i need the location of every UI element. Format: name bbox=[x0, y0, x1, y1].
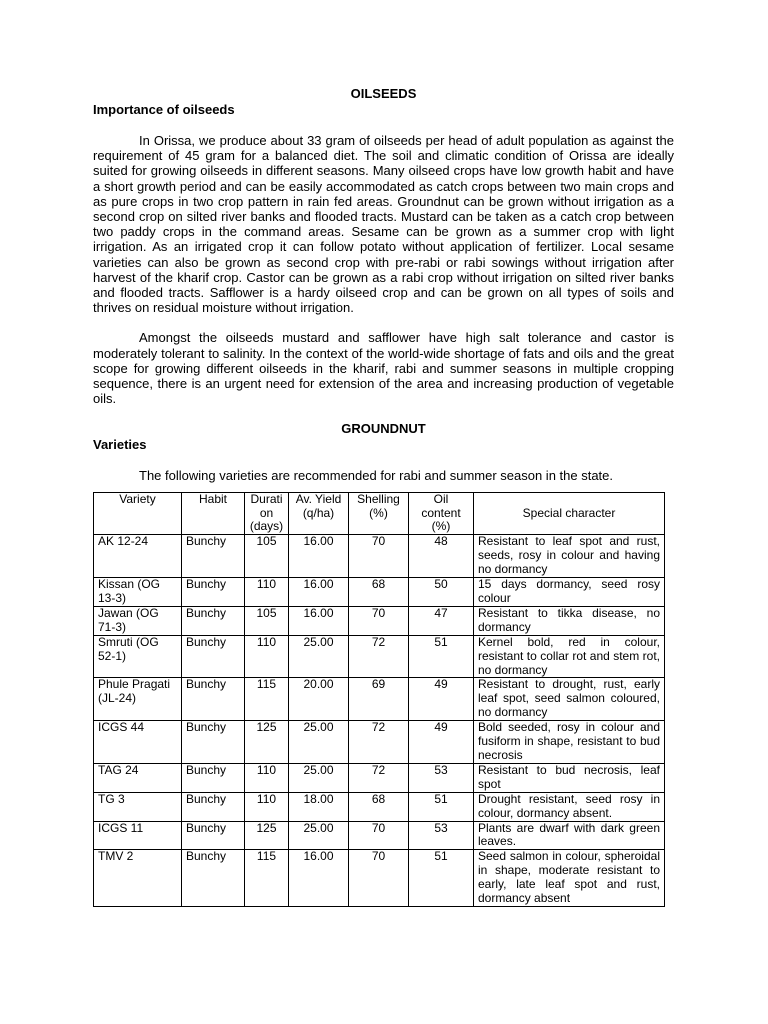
cell-habit: Bunchy bbox=[182, 850, 245, 907]
table-row bbox=[94, 606, 665, 635]
cell-yield: 25.00 bbox=[289, 821, 349, 850]
cell-habit: Bunchy bbox=[182, 535, 245, 578]
cell-yield: 16.00 bbox=[289, 850, 349, 907]
cell-shelling: 70 bbox=[349, 606, 409, 635]
cell-shelling: 68 bbox=[349, 578, 409, 607]
cell-duration: 110 bbox=[245, 578, 289, 607]
cell-yield: 16.00 bbox=[289, 535, 349, 578]
cell-special-character: Resistant to bud necrosis, leaf spot bbox=[474, 763, 665, 792]
cell-oil-content: 49 bbox=[409, 721, 474, 764]
cell-duration: 110 bbox=[245, 763, 289, 792]
table-row bbox=[94, 763, 665, 792]
cell-duration: 110 bbox=[245, 635, 289, 678]
cell-variety: ICGS 44 bbox=[94, 721, 182, 764]
table-row bbox=[94, 535, 665, 578]
cell-variety: TG 3 bbox=[94, 792, 182, 821]
cell-oil-content: 53 bbox=[409, 821, 474, 850]
cell-variety: Kissan (OG 13-3) bbox=[94, 578, 182, 607]
table-row bbox=[94, 821, 665, 850]
cell-shelling: 70 bbox=[349, 850, 409, 907]
cell-special-character: Kernel bold, red in colour, resistant to collar rot and stem rot, no dormancy bbox=[474, 635, 665, 678]
cell-variety: TAG 24 bbox=[94, 763, 182, 792]
table-row bbox=[94, 792, 665, 821]
cell-habit: Bunchy bbox=[182, 763, 245, 792]
varieties-heading: Varieties bbox=[93, 437, 147, 453]
cell-habit: Bunchy bbox=[182, 821, 245, 850]
varieties-table bbox=[93, 492, 665, 907]
cell-duration: 105 bbox=[245, 606, 289, 635]
table-row bbox=[94, 850, 665, 907]
cell-special-character: Plants are dwarf with dark green leaves. bbox=[474, 821, 665, 850]
cell-shelling: 72 bbox=[349, 763, 409, 792]
header-yield: Av. Yield (q/ha) bbox=[289, 492, 349, 535]
cell-oil-content: 49 bbox=[409, 678, 474, 721]
cell-shelling: 68 bbox=[349, 792, 409, 821]
cell-special-character: Resistant to tikka disease, no dormancy bbox=[474, 606, 665, 635]
cell-habit: Bunchy bbox=[182, 792, 245, 821]
cell-yield: 25.00 bbox=[289, 721, 349, 764]
cell-oil-content: 51 bbox=[409, 850, 474, 907]
cell-variety: ICGS 11 bbox=[94, 821, 182, 850]
header-duration: Durati on (days) bbox=[245, 492, 289, 535]
cell-shelling: 72 bbox=[349, 721, 409, 764]
cell-oil-content: 51 bbox=[409, 792, 474, 821]
cell-variety: Smruti (OG 52-1) bbox=[94, 635, 182, 678]
header-habit: Habit bbox=[182, 492, 245, 535]
cell-special-character: Bold seeded, rosy in colour and fusiform in shape, resistant to bud necrosis bbox=[474, 721, 665, 764]
cell-special-character: Seed salmon in colour, spheroidal in shape, moderate resistant to early, late leaf spot and rust, dormancy absent bbox=[474, 850, 665, 907]
document-page bbox=[93, 86, 674, 907]
cell-duration: 125 bbox=[245, 821, 289, 850]
cell-habit: Bunchy bbox=[182, 721, 245, 764]
cell-variety: Phule Pragati (JL-24) bbox=[94, 678, 182, 721]
cell-yield: 25.00 bbox=[289, 763, 349, 792]
cell-special-character: Resistant to leaf spot and rust, seeds, rosy in colour and having no dormancy bbox=[474, 535, 665, 578]
cell-shelling: 69 bbox=[349, 678, 409, 721]
cell-oil-content: 50 bbox=[409, 578, 474, 607]
header-special-character: Special character bbox=[474, 492, 665, 535]
cell-oil-content: 53 bbox=[409, 763, 474, 792]
cell-oil-content: 47 bbox=[409, 606, 474, 635]
cell-shelling: 70 bbox=[349, 535, 409, 578]
header-oil-content: Oil content (%) bbox=[409, 492, 474, 535]
cell-yield: 20.00 bbox=[289, 678, 349, 721]
cell-special-character: 15 days dormancy, seed rosy colour bbox=[474, 578, 665, 607]
importance-heading: Importance of oilseeds bbox=[93, 102, 235, 117]
paragraph-importance: In Orissa, we produce about 33 gram of oilseeds per head of adult population as against the requirement of 45 gram for a balanced diet. The soil and climatic condition of Orissa are ideally suited for growing oilseeds in different seasons. Many oilseed crops have low growth habit and have a short growth period and can be easily accommodated as catch crops between two main crops and as pure crops in two crop pattern in rain fed areas. Groundnut can be grown without irrigation as a second crop on silted river banks and flooded tracts. Mustard can be taken as a catch crop between two paddy crops in the command areas. Sesame can be grown as a summer crop with light irrigation. As an irrigated crop it can follow potato without application of fertilizer. Local sesame varieties can also be grown as second crop with pre-rabi or rabi sowings without irrigation after harvest of the kharif crop. Castor can be grown as a rabi crop without irrigation on silted river banks and flooded tracts. Safflower is a hardy oilseed crop and can be grown on all types of soils and thrives on residual moisture without irrigation. bbox=[93, 133, 674, 316]
cell-habit: Bunchy bbox=[182, 678, 245, 721]
cell-duration: 115 bbox=[245, 850, 289, 907]
table-row bbox=[94, 635, 665, 678]
table-row bbox=[94, 578, 665, 607]
cell-habit: Bunchy bbox=[182, 578, 245, 607]
cell-special-character: Resistant to drought, rust, early leaf spot, seed salmon coloured, no dormancy bbox=[474, 678, 665, 721]
header-variety: Variety bbox=[94, 492, 182, 535]
cell-variety: AK 12-24 bbox=[94, 535, 182, 578]
cell-duration: 115 bbox=[245, 678, 289, 721]
cell-yield: 18.00 bbox=[289, 792, 349, 821]
cell-oil-content: 48 bbox=[409, 535, 474, 578]
paragraph-varieties-intro: The following varieties are recommended for rabi and summer season in the state. bbox=[139, 468, 614, 484]
cell-habit: Bunchy bbox=[182, 606, 245, 635]
cell-yield: 16.00 bbox=[289, 578, 349, 607]
cell-variety: Jawan (OG 71-3) bbox=[94, 606, 182, 635]
cell-duration: 105 bbox=[245, 535, 289, 578]
cell-shelling: 72 bbox=[349, 635, 409, 678]
cell-variety: TMV 2 bbox=[94, 850, 182, 907]
header-shelling: Shelling (%) bbox=[349, 492, 409, 535]
cell-duration: 125 bbox=[245, 721, 289, 764]
cell-yield: 25.00 bbox=[289, 635, 349, 678]
cell-shelling: 70 bbox=[349, 821, 409, 850]
cell-duration: 110 bbox=[245, 792, 289, 821]
groundnut-title: GROUNDNUT bbox=[341, 421, 426, 437]
table-row bbox=[94, 721, 665, 764]
page-title: OILSEEDS bbox=[350, 86, 417, 101]
paragraph-salt-tolerance: Amongst the oilseeds mustard and safflower have high salt tolerance and castor is moderately tolerant to salinity. In the context of the world-wide shortage of fats and oils and the great scope for growing different oilseeds in the kharif, rabi and summer seasons in multiple cropping sequence, there is an urgent need for extension of the area and increasing production of vegetable oils. bbox=[93, 330, 674, 407]
cell-habit: Bunchy bbox=[182, 635, 245, 678]
cell-special-character: Drought resistant, seed rosy in colour, dormancy absent. bbox=[474, 792, 665, 821]
table-row bbox=[94, 678, 665, 721]
table-header-row bbox=[94, 492, 665, 535]
cell-oil-content: 51 bbox=[409, 635, 474, 678]
cell-yield: 16.00 bbox=[289, 606, 349, 635]
